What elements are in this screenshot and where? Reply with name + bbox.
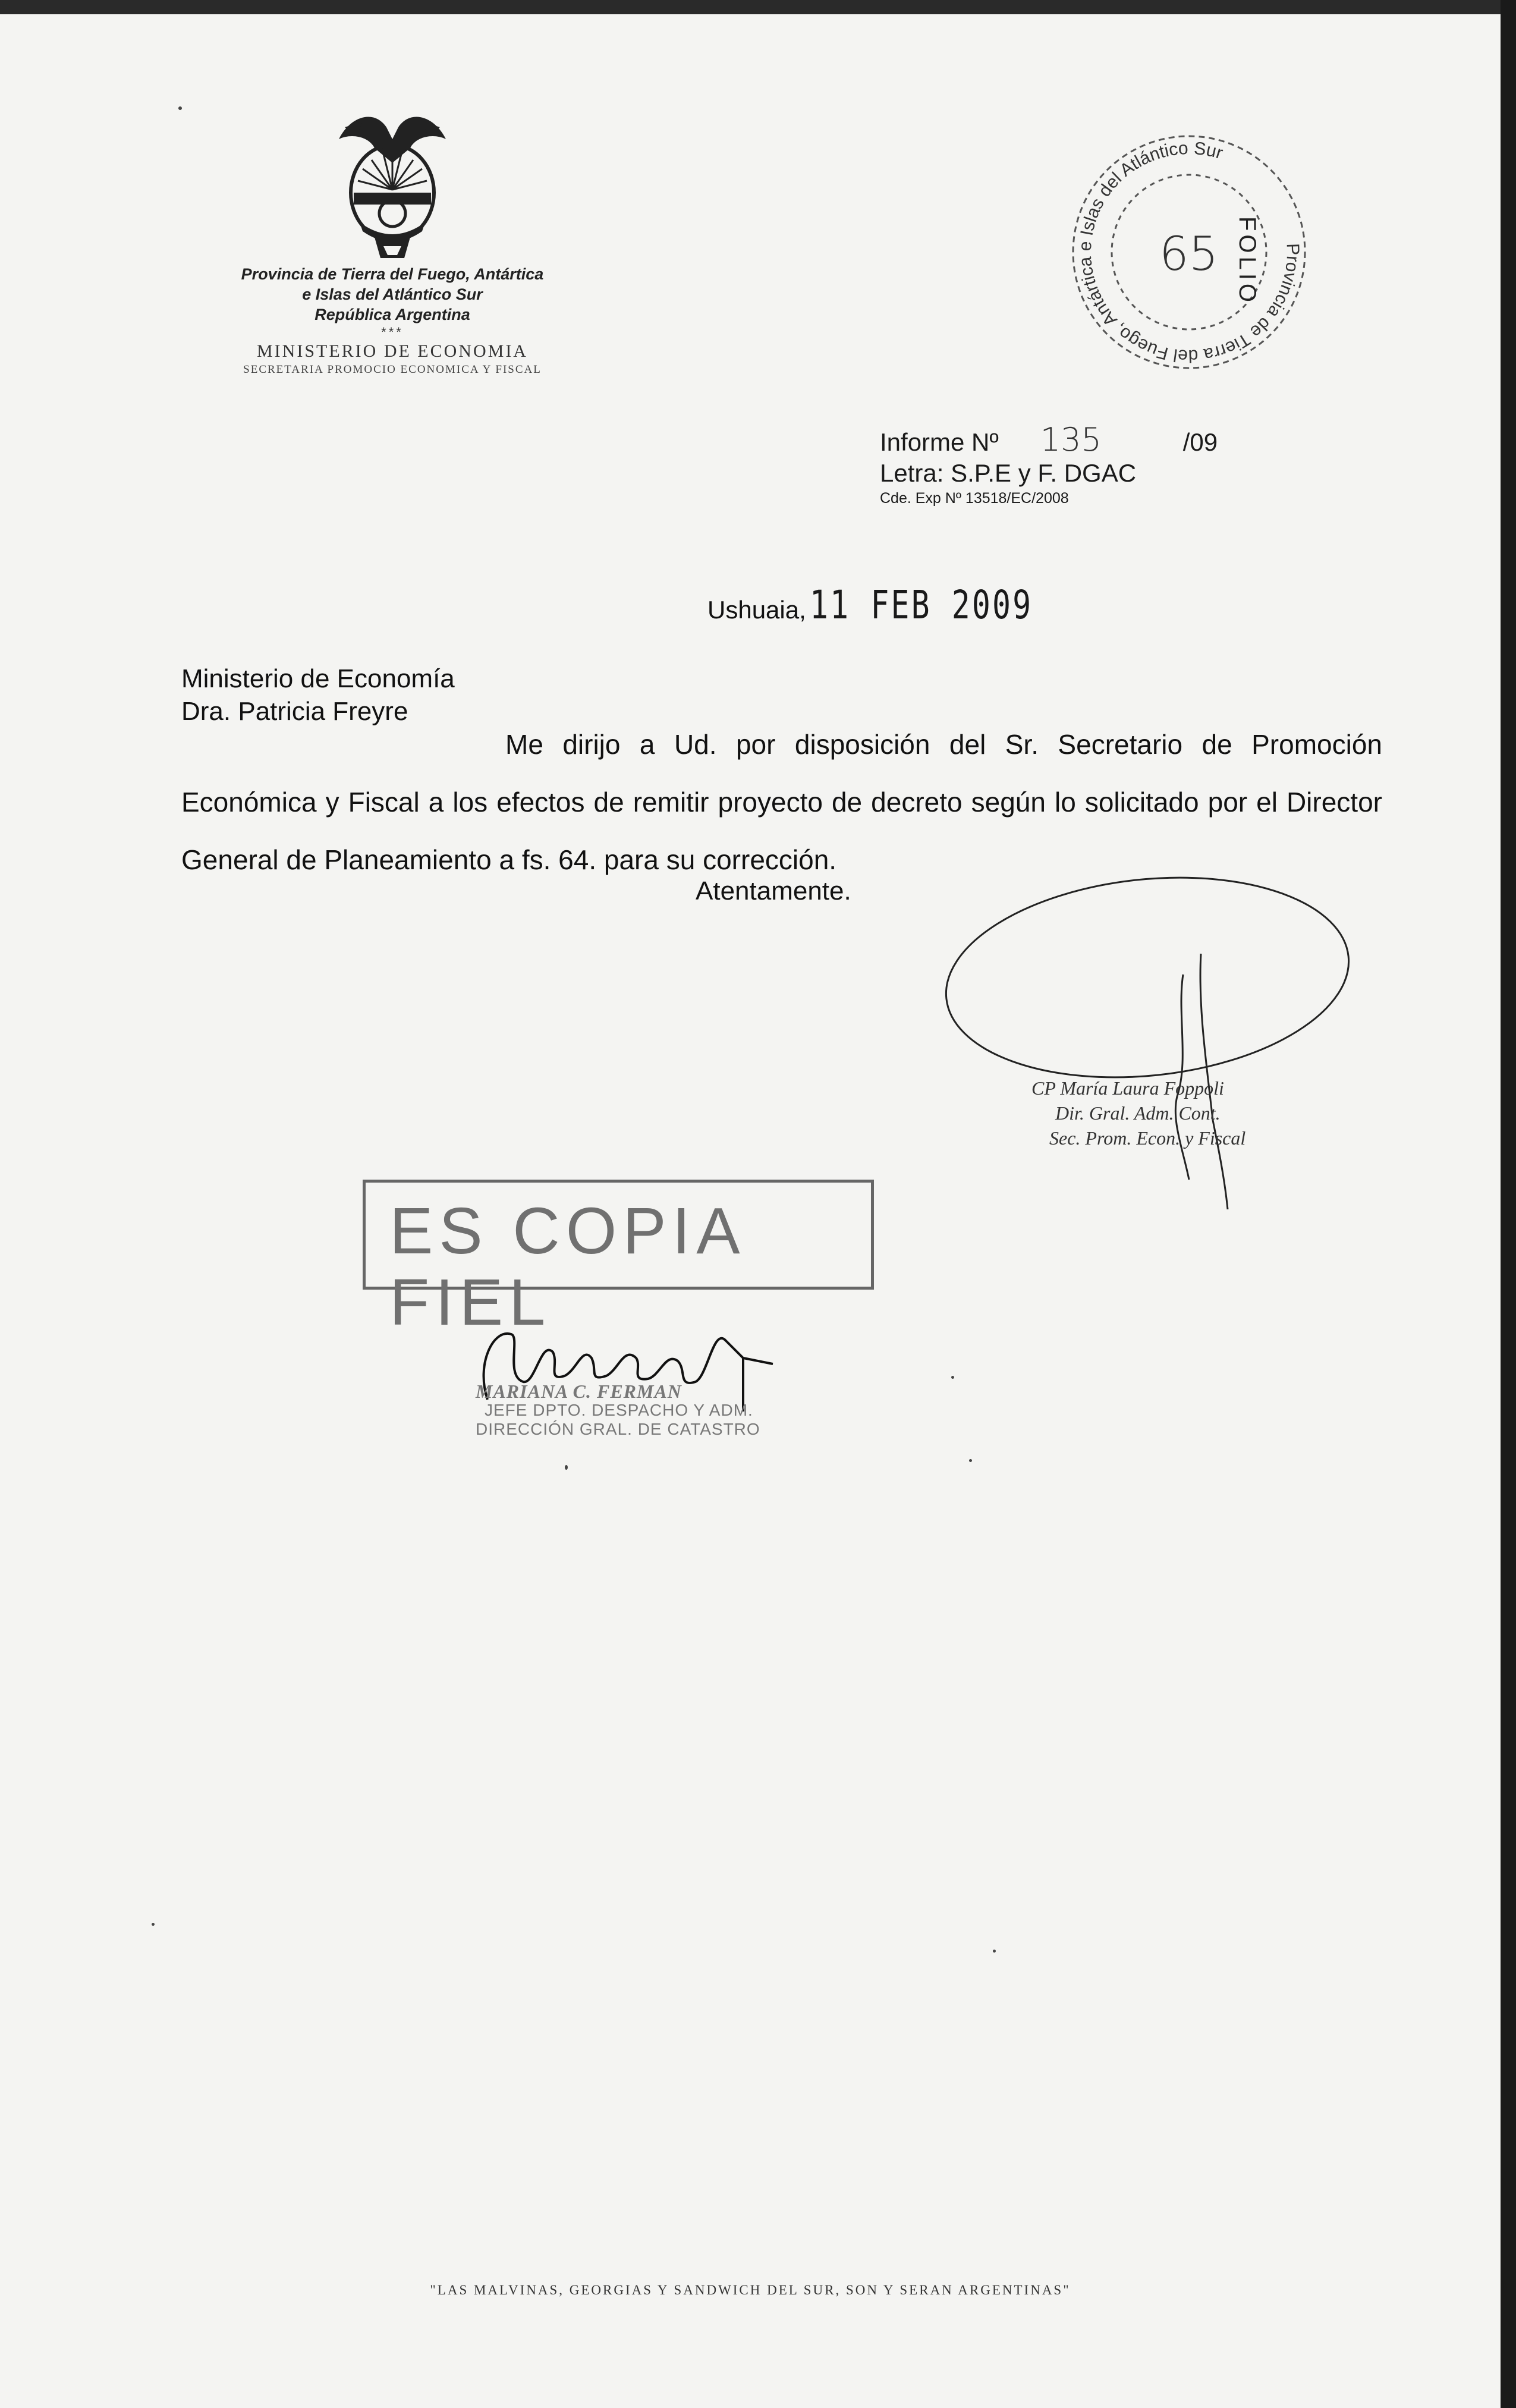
secretariat-name: SECRETARIA PROMOCIO ECONOMICA Y FISCAL	[243, 363, 542, 376]
certifier-title: JEFE DPTO. DESPACHO Y ADM.	[485, 1401, 753, 1419]
recipient-line2: Dra. Patricia Freyre	[181, 697, 408, 726]
signature-block	[927, 870, 1355, 1239]
signer-office: Sec. Prom. Econ. y Fiscal	[1049, 1127, 1246, 1149]
signature-scribble-icon	[927, 870, 1355, 1239]
signer-title: Dir. Gral. Adm. Cont.	[1055, 1102, 1221, 1124]
folio-stamp	[1064, 127, 1314, 377]
letra-line: Letra: S.P.E y F. DGAC	[880, 459, 1137, 487]
copy-stamp	[363, 1180, 874, 1339]
province-name: Provincia de Tierra del Fuego, Antártica	[241, 265, 544, 283]
scan-speck	[969, 1459, 972, 1462]
date-stamp: 11 FEB 2009	[809, 582, 1033, 628]
certifier-name: MARIANA C. FERMAN	[476, 1381, 682, 1402]
informe-year: /09	[1182, 428, 1218, 456]
date-line	[707, 582, 1096, 628]
certifier-office: DIRECCIÓN GRAL. DE CATASTRO	[476, 1420, 760, 1438]
signature-stamp	[1031, 1076, 1245, 1150]
stars-divider: ***	[381, 325, 404, 339]
folio-ring-text: Provincia de Tierra del Fuego, Antártica e Islas del Atlántico Sur	[1075, 138, 1303, 366]
scan-speck	[178, 106, 182, 110]
ministry-name: MINISTERIO DE ECONOMIA	[257, 341, 528, 361]
scan-speck	[951, 1376, 954, 1379]
closing: Atentamente.	[696, 876, 851, 906]
province-name-line2: e Islas del Atlántico Sur	[302, 285, 483, 303]
body-text: Me dirijo a Ud. por disposición del Sr. Secretario de Promoción Económica y Fiscal a los efectos de remitir proyecto de decreto según lo solicitado por el Director General de Planeamiento a fs. 64. para su corrección.	[181, 729, 1382, 875]
recipient-line1: Ministerio de Economía	[181, 664, 455, 693]
provincial-crest-icon	[327, 103, 458, 264]
certifier-stamp	[464, 1293, 797, 1465]
copy-stamp-text: ES COPIA FIEL	[389, 1194, 743, 1339]
letterhead	[178, 103, 606, 377]
date-place: Ushuaia,	[707, 596, 806, 624]
reference-block	[880, 421, 1218, 508]
country-name: República Argentina	[314, 306, 470, 323]
expediente-line: Cde. Exp Nº 13518/EC/2008	[880, 490, 1069, 507]
scan-speck	[993, 1950, 996, 1953]
informe-label: Informe Nº	[880, 428, 999, 456]
scan-speck	[152, 1923, 155, 1926]
document-page	[0, 14, 1501, 2408]
body-paragraph	[181, 716, 1382, 889]
folio-seal-icon	[1064, 127, 1314, 377]
folio-number: 65	[1159, 228, 1219, 281]
folio-label: FOLIO	[1234, 216, 1260, 306]
informe-number: 135	[1040, 421, 1102, 458]
informe-line	[880, 421, 1218, 458]
scan-edge	[1501, 0, 1516, 2408]
scan-speck	[565, 1465, 568, 1470]
signer-name: CP María Laura Foppoli	[1031, 1077, 1224, 1099]
certifier-text	[476, 1382, 760, 1439]
footer-motto: "LAS MALVINAS, GEORGIAS Y SANDWICH DEL SUR, SON Y SERAN ARGENTINAS"	[430, 2283, 1071, 2297]
